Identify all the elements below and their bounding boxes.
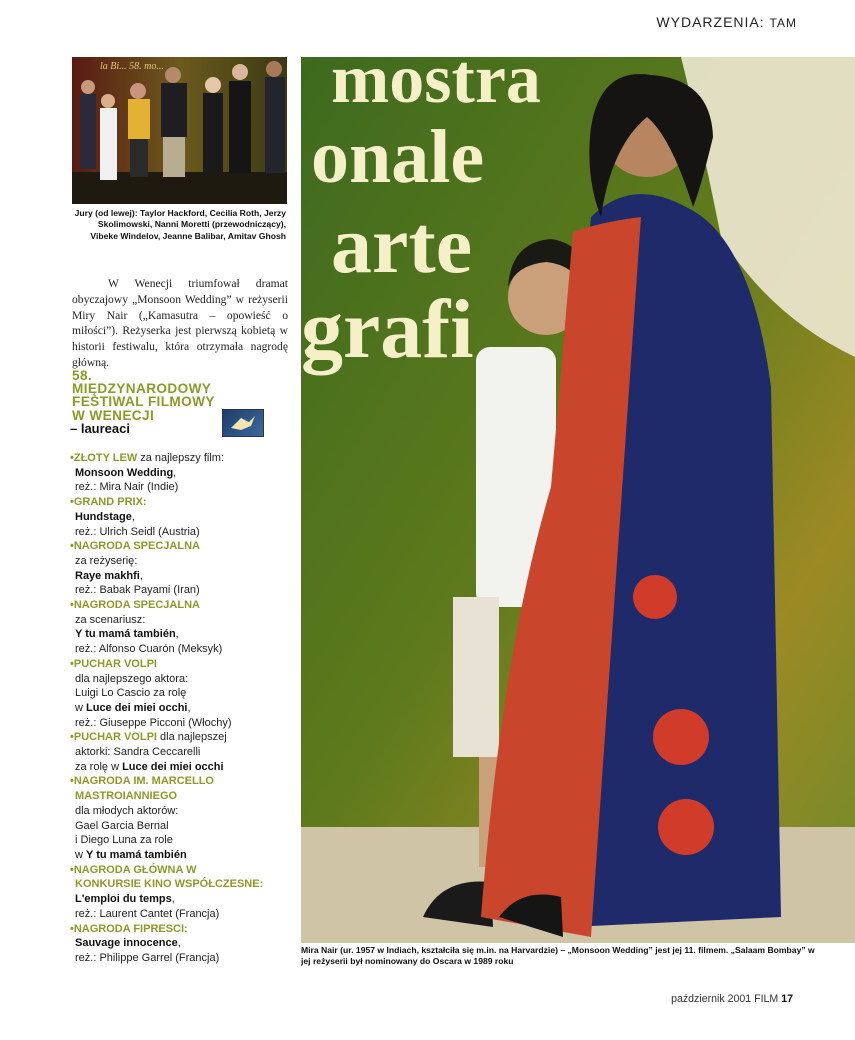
award-line xyxy=(70,686,300,701)
award-suffix: , xyxy=(131,510,135,523)
award-category: •NAGRODA SPECJALNA xyxy=(70,540,200,553)
section-name: WYDARZENIA: xyxy=(656,14,765,30)
award-detail: reż.: Mira Nair (Indie) xyxy=(75,481,179,494)
jury-banner-text: la Bi... 58. mo... xyxy=(100,61,164,72)
award-category: KONKURSIE KINO WSPÓŁCZESNE: xyxy=(75,878,264,891)
award-line xyxy=(70,672,300,687)
award-line xyxy=(70,642,300,657)
award-detail: za scenariusz: xyxy=(75,613,146,626)
award-prefix: za rolę w xyxy=(75,760,123,773)
award-line xyxy=(70,480,300,495)
award-detail: dla najlepszego aktora: xyxy=(75,672,189,685)
award-prefix: w xyxy=(75,848,86,861)
award-category: •NAGRODA SPECJALNA xyxy=(70,599,200,612)
page-footer xyxy=(671,993,793,1005)
award-line xyxy=(70,745,300,760)
award-detail: reż.: Philippe Garrel (Francja) xyxy=(75,951,220,964)
section-sub: TAM xyxy=(769,16,797,30)
award-suffix: , xyxy=(173,466,177,479)
award-line xyxy=(70,804,300,819)
award-category: •ZŁOTY LEW xyxy=(70,452,138,464)
jury-photo-image xyxy=(72,57,287,204)
backdrop-line: arte xyxy=(331,199,473,290)
main-caption: Mira Nair (ur. 1957 w Indiach, kształciła się m.in. na Harvardzie) – „Monsoon Wedding” jest jej 11. filmem. „Salaam Bombay” w jej reżyserii był nominowany do Oscara w 1989 roku xyxy=(301,945,815,967)
issue-label: październik 2001 FILM xyxy=(671,993,779,1005)
award-film-title: Luce dei miei occhi xyxy=(122,760,224,773)
backdrop-line: grafi xyxy=(301,283,474,376)
award-line xyxy=(70,451,300,466)
award-detail: reż.: Ulrich Seidl (Austria) xyxy=(75,525,200,538)
section-header xyxy=(656,14,797,30)
award-line xyxy=(70,510,300,525)
award-film-title: Hundstage xyxy=(75,510,132,523)
award-film-title: L'emploi du temps xyxy=(75,893,172,906)
award-film-title: Y tu mamá también xyxy=(86,848,187,861)
award-line xyxy=(70,569,300,584)
award-line xyxy=(70,716,300,731)
festival-subheading: – laureaci xyxy=(70,421,130,436)
award-line xyxy=(70,877,300,892)
award-detail: reż.: Laurent Cantet (Francja) xyxy=(75,907,220,920)
award-detail: reż.: Giuseppe Picconi (Włochy) xyxy=(75,716,232,729)
award-detail: dla młodych aktorów: xyxy=(75,804,179,817)
festival-heading-line3: FESTIWAL FILMOWY xyxy=(72,394,215,410)
award-detail: Gael Garcia Bernal xyxy=(75,819,169,832)
award-category: •PUCHAR VOLPI xyxy=(70,731,157,744)
award-suffix: dla najlepszej xyxy=(156,731,227,744)
award-line xyxy=(70,583,300,598)
winners-list xyxy=(70,451,300,966)
award-line xyxy=(70,863,300,878)
award-line xyxy=(70,539,300,554)
award-detail: reż.: Alfonso Cuarón (Meksyk) xyxy=(75,643,223,656)
award-line xyxy=(70,922,300,937)
award-line xyxy=(70,701,300,716)
award-suffix: , xyxy=(139,569,143,582)
backdrop-line: onale xyxy=(311,115,485,199)
award-suffix: , xyxy=(175,628,179,641)
award-line xyxy=(70,774,300,789)
award-detail: Luigi Lo Cascio za rolę xyxy=(75,687,187,700)
award-line xyxy=(70,760,300,775)
main-photo-image xyxy=(301,57,855,943)
jury-caption: Jury (od lewej): Taylor Hackford, Cecilia Roth, Jerzy Skolimowski, Nanni Moretti (przewodniczący), Vibeke Windelov, Jeanne Balibar, Amitav Ghosh xyxy=(74,208,286,241)
award-category: •PUCHAR VOLPI xyxy=(70,657,157,670)
intro-paragraph: W Wenecji triumfował dramat obyczajowy „Monsoon Wedding” w reżyserii Miry Nair („Kamasutra – opowieść o miłości”). Reżyserka jest pierwszą kobietą w historii festiwalu, która otrzymała nagrodę główną. xyxy=(72,277,288,369)
festival-logo-icon xyxy=(222,409,264,437)
award-film-title: Y tu mamá también xyxy=(75,628,176,641)
award-film-title: Sauvage innocence xyxy=(75,937,178,950)
award-category: •NAGRODA FIPRESCI: xyxy=(70,922,188,935)
award-line xyxy=(70,466,300,481)
page-number: 17 xyxy=(781,993,793,1005)
award-line xyxy=(70,525,300,540)
award-line xyxy=(70,907,300,922)
festival-heading-line2: MIĘDZYNARODOWY xyxy=(72,381,212,397)
award-suffix: , xyxy=(171,893,175,906)
award-line xyxy=(70,657,300,672)
award-detail: i Diego Luna za role xyxy=(75,834,173,847)
award-suffix: , xyxy=(187,701,191,714)
award-film-title: Monsoon Wedding xyxy=(75,466,174,479)
festival-heading-line4: W WENECJI xyxy=(72,407,155,423)
festival-heading-line1: 58. xyxy=(72,368,93,383)
award-line xyxy=(70,936,300,951)
award-category: •NAGRODA GŁÓWNA W xyxy=(70,863,197,876)
award-line xyxy=(70,598,300,613)
award-line xyxy=(70,951,300,966)
backdrop-line: mostra xyxy=(331,57,541,118)
award-line xyxy=(70,613,300,628)
award-line xyxy=(70,730,300,745)
award-film-title: Luce dei miei occhi xyxy=(86,701,188,714)
award-detail: reż.: Babak Payami (Iran) xyxy=(75,584,200,597)
award-detail: za reżyserię: xyxy=(75,554,138,567)
award-line xyxy=(70,819,300,834)
award-category: •GRAND PRIX: xyxy=(70,496,147,509)
main-photo xyxy=(301,57,855,943)
award-line xyxy=(70,554,300,569)
award-line xyxy=(70,627,300,642)
award-detail: aktorki: Sandra Ceccarelli xyxy=(75,746,201,759)
award-suffix: za najlepszy film: xyxy=(137,452,225,464)
award-line xyxy=(70,848,300,863)
award-film-title: Raye makhfi xyxy=(75,569,140,582)
award-line xyxy=(70,833,300,848)
award-category: •NAGRODA IM. MARCELLO xyxy=(70,775,214,788)
award-suffix: , xyxy=(177,937,181,950)
award-line xyxy=(70,892,300,907)
award-category: MASTROIANNIEGO xyxy=(75,790,178,803)
award-line xyxy=(70,789,300,804)
award-line xyxy=(70,495,300,510)
award-prefix: w xyxy=(75,701,86,714)
jury-photo xyxy=(72,57,287,204)
